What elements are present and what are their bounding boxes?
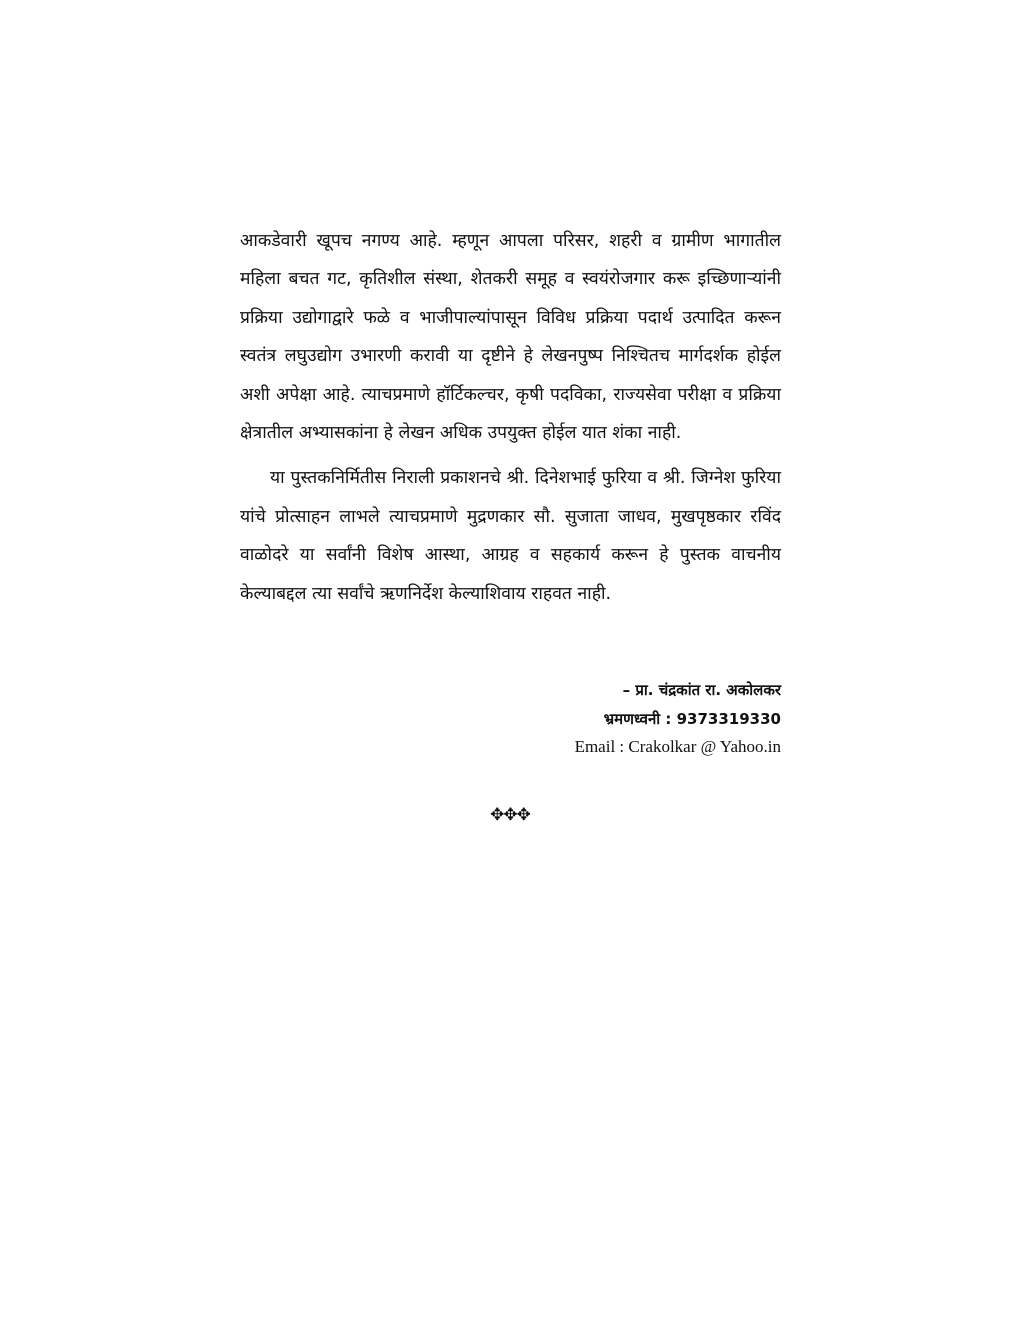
author-signature bbox=[480, 676, 781, 762]
author-phone: भ्रमणध्वनी : 9373319330 bbox=[603, 709, 781, 728]
end-ornament-icon: ✥✥✥ bbox=[490, 805, 530, 825]
paragraph-2: या पुस्तकनिर्मितीस निराली प्रकाशनचे श्री. दिनेशभाई फुरिया व श्री. जिग्नेश फुरिया यांचे प्रोत्साहन लाभले त्याचप्रमाणे मुद्रणकार सौ. सुजाता जाधव, मुखपृष्ठकार रविंद वाळोदरे या सर्वांनी विशेष आस्था, आग्रह व सहकार्य करून हे पुस्तक वाचनीय केल्याबद्दल त्या सर्वांचे ऋणनिर्देश केल्याशिवाय राहवत नाही. bbox=[240, 468, 781, 604]
author-name: – प्रा. चंद्रकांत रा. अकोलकर bbox=[622, 681, 781, 699]
preface-body bbox=[240, 222, 781, 613]
paragraph-1: आकडेवारी खूपच नगण्य आहे. म्हणून आपला परिसर, शहरी व ग्रामीण भागातील महिला बचत गट, कृतिशील संस्था, शेतकरी समूह व स्वयंरोजगार करू इच्छिणाऱ्यांनी प्रक्रिया उद्योगाद्वारे फळे व भाजीपाल्यांपासून विविध प्रक्रिया पदार्थ उत्पादित करून स्वतंत्र लघुउद्योग उभारणी करावी या दृष्टीने हे लेखनपुष्प निश्चितच मार्गदर्शक होईल अशी अपेक्षा आहे. त्याचप्रमाणे हॉर्टिकल्चर, कृषी पदविका, राज्यसेवा परीक्षा व प्रक्रिया क्षेत्रातील अभ्यासकांना हे लेखन अधिक उपयुक्त होईल यात शंका नाही. bbox=[240, 231, 781, 444]
author-email: Email : Crakolkar @ Yahoo.in bbox=[574, 737, 781, 756]
